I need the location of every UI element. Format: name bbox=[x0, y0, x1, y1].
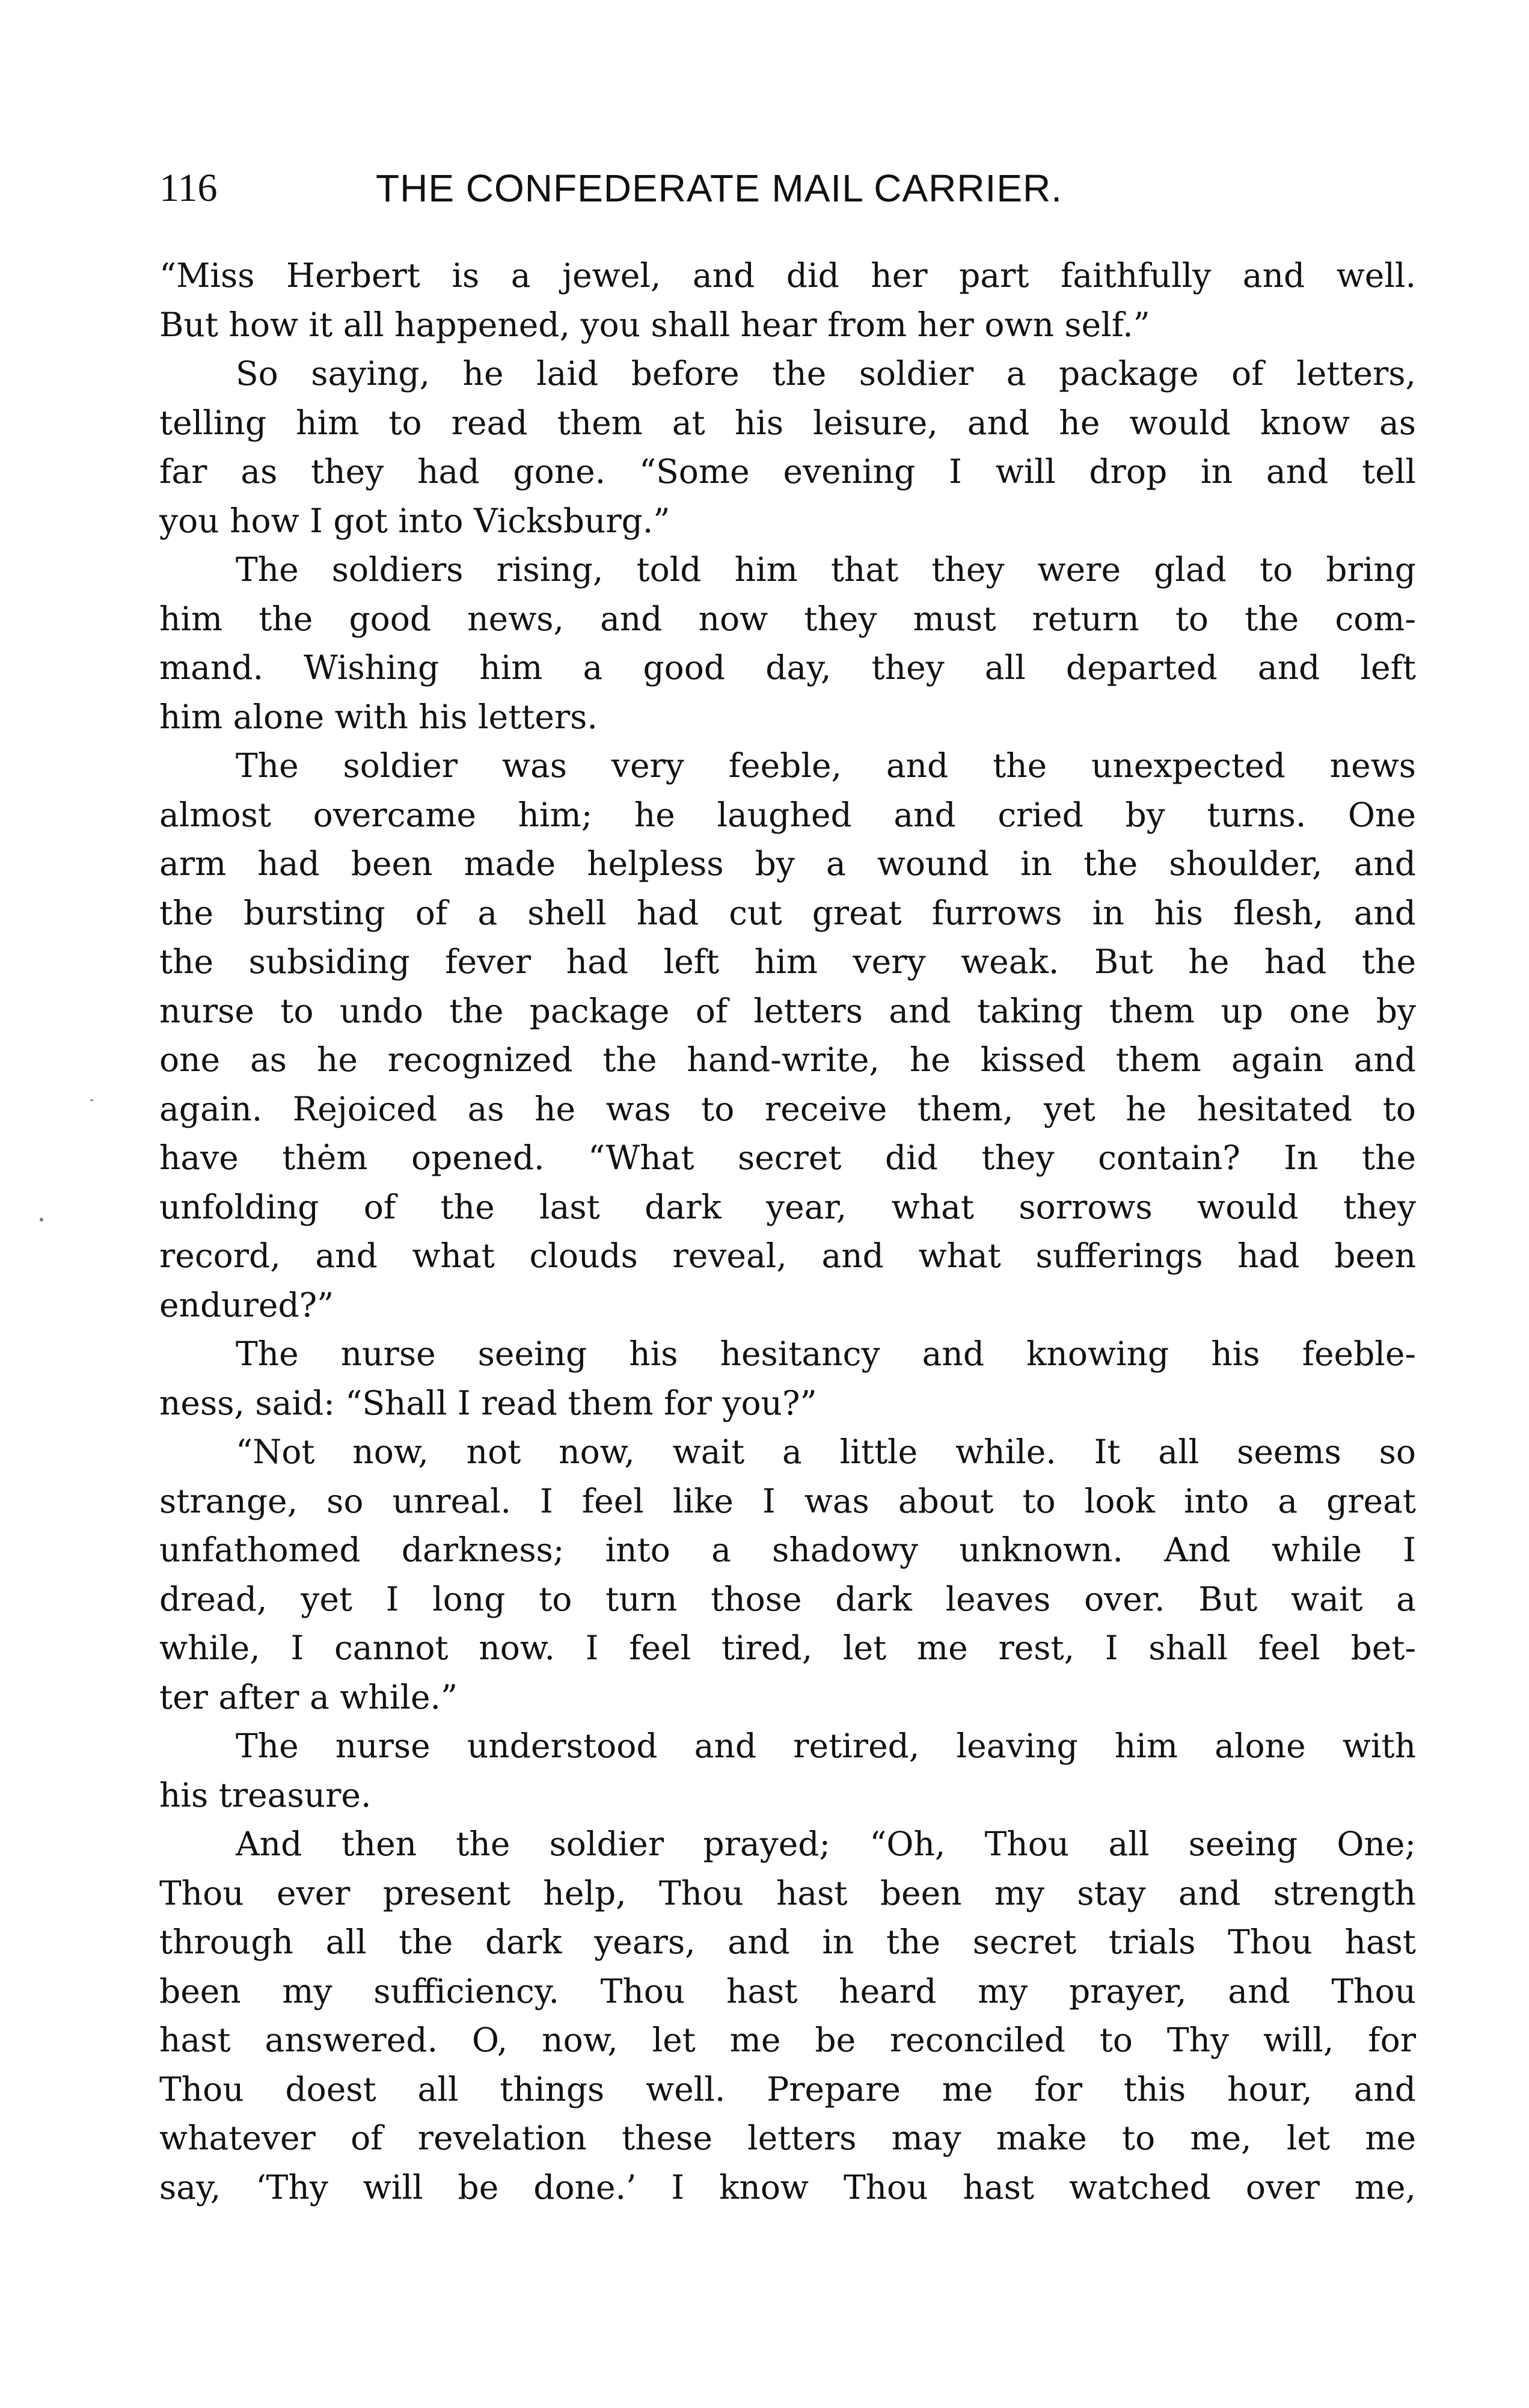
text-line: The soldiers rising, told him that they were glad to bring bbox=[236, 550, 1416, 589]
text-line: Thou doest all things well. Prepare me for this hour, and bbox=[159, 2069, 1416, 2109]
paragraph bbox=[159, 1428, 1416, 1722]
text-line: mand. Wishing him a good day, they all departed and left bbox=[159, 648, 1416, 687]
text-line: whatever of revelation these letters may make to me, let me bbox=[159, 2119, 1416, 2157]
text-line: the subsiding fever had left him very weak. But he had the bbox=[159, 942, 1416, 981]
text-line: The soldier was very feeble, and the unexpected news bbox=[236, 746, 1416, 785]
text-line: But how it all happened, you shall hear from her own self.” bbox=[159, 305, 1150, 344]
text-line: endured?” bbox=[159, 1285, 334, 1324]
text-line: far as they had gone. “Some evening I will drop in and tell bbox=[159, 452, 1416, 491]
paragraph bbox=[159, 251, 1416, 349]
text-line: record, and what clouds reveal, and what sufferings had been bbox=[159, 1236, 1416, 1275]
text-line: him the good news, and now they must return to the com- bbox=[159, 599, 1416, 638]
text-line: ness, said: “Shall I read them for you?” bbox=[159, 1383, 817, 1422]
text-line: while, I cannot now. I feel tired, let me rest, I shall feel bet- bbox=[159, 1629, 1416, 1667]
text-line: And then the soldier prayed; “Oh, Thou all seeing One; bbox=[236, 1825, 1416, 1863]
page-number: 116 bbox=[159, 166, 218, 210]
paragraph bbox=[159, 349, 1416, 545]
text-line: “Miss Herbert is a jewel, and did her part faithfully and well. bbox=[159, 256, 1416, 295]
text-line: almost overcame him; he laughed and cried by turns. One bbox=[159, 795, 1416, 834]
text-line: telling him to read them at his leisure, and he would know as bbox=[159, 403, 1416, 442]
text-line: the bursting of a shell had cut great furrows in his flesh, and bbox=[159, 893, 1416, 932]
text-line: Thou ever present help, Thou hast been my stay and strength bbox=[159, 1873, 1416, 1912]
paragraph bbox=[159, 742, 1416, 1330]
text-line: The nurse seeing his hesitancy and knowing his feeble- bbox=[236, 1335, 1416, 1373]
text-line: have thėm opened. “What secret did they contain? In the bbox=[159, 1138, 1416, 1177]
text-line: ter after a while.” bbox=[159, 1677, 458, 1716]
text-line: So saying, he laid before the soldier a package of letters, bbox=[236, 354, 1416, 393]
text-line: unfolding of the last dark year, what sorrows would they bbox=[159, 1187, 1416, 1226]
text-line: strange, so unreal. I feel like I was about to look into a great bbox=[159, 1481, 1416, 1520]
text-line: say, ‘Thy will be done.’ I know Thou hast watched over me, bbox=[159, 2167, 1416, 2207]
text-line: his treasure. bbox=[159, 1775, 372, 1814]
scan-speck bbox=[90, 1099, 93, 1101]
text-line: been my sufficiency. Thou hast heard my prayer, and Thou bbox=[159, 1971, 1416, 2010]
text-line: again. Rejoiced as he was to receive them, yet he hesitated to bbox=[159, 1089, 1416, 1128]
paragraph bbox=[159, 1722, 1416, 1820]
running-title: THE CONFEDERATE MAIL CARRIER. bbox=[376, 167, 1062, 210]
text-line: arm had been made helpless by a wound in the shoulder, and bbox=[159, 844, 1416, 883]
text-line: The nurse understood and retired, leaving him alone with bbox=[236, 1727, 1416, 1765]
text-line: unfathomed darkness; into a shadowy unknown. And while I bbox=[159, 1531, 1416, 1569]
paragraph bbox=[159, 1820, 1416, 2212]
page-header bbox=[159, 161, 1416, 215]
text-line: hast answered. O, now, let me be reconciled to Thy will, for bbox=[159, 2021, 1416, 2059]
text-line: him alone with his letters. bbox=[159, 697, 598, 736]
body-text bbox=[159, 251, 1416, 2212]
text-line: through all the dark years, and in the secret trials Thou hast bbox=[159, 1923, 1416, 1961]
text-line: nurse to undo the package of letters and taking them up one by bbox=[159, 991, 1416, 1030]
text-line: “Not now, not now, wait a little while. It all seems so bbox=[236, 1433, 1416, 1471]
paragraph bbox=[159, 1330, 1416, 1428]
paragraph bbox=[159, 545, 1416, 742]
text-line: dread, yet I long to turn those dark leaves over. But wait a bbox=[159, 1579, 1416, 1618]
scan-speck bbox=[40, 1218, 43, 1221]
text-line: one as he recognized the hand-write, he kissed them again and bbox=[159, 1040, 1416, 1079]
text-line: you how I got into Vicksburg.” bbox=[159, 501, 670, 540]
